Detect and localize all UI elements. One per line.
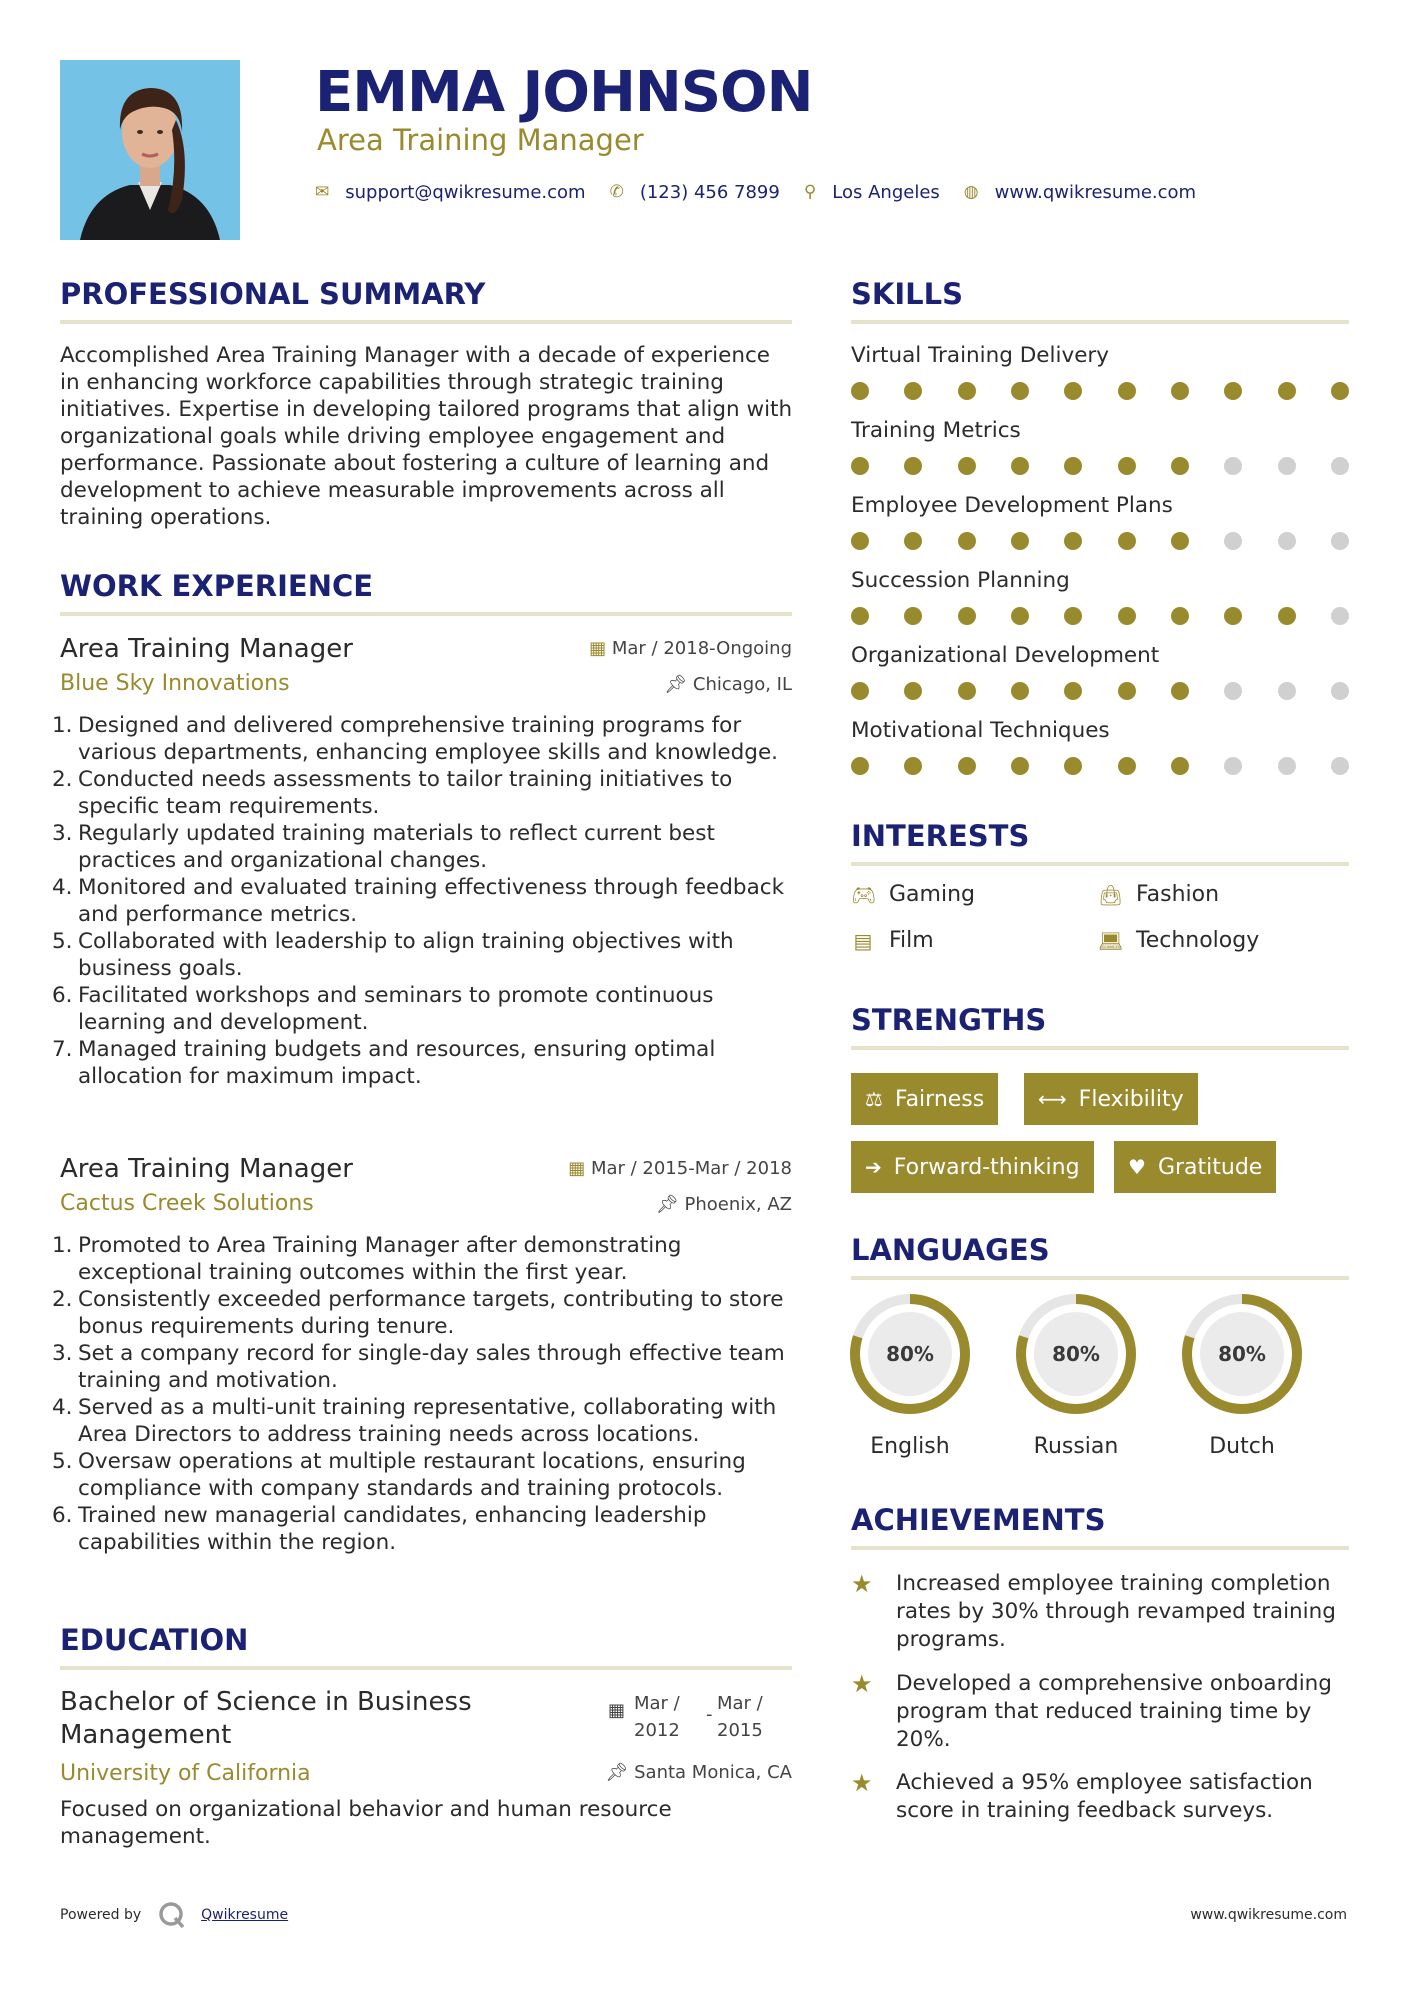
rating-dot-filled <box>1118 532 1136 550</box>
rating-dot-filled <box>1064 757 1082 775</box>
summary-divider <box>60 320 792 324</box>
job-company: Blue Sky Innovations <box>60 671 290 696</box>
skill-name: Employee Development Plans <box>851 493 1173 518</box>
interest-item <box>1098 928 1259 953</box>
languages-heading: LANGUAGES <box>851 1233 1050 1267</box>
education-location <box>606 1762 792 1783</box>
rating-dot-empty <box>1331 532 1349 550</box>
rating-dot-filled <box>1064 532 1082 550</box>
languages-divider <box>851 1276 1349 1280</box>
pin-icon: 📌︎ <box>605 1762 629 1783</box>
summary-heading: PROFESSIONAL SUMMARY <box>60 277 486 311</box>
rating-dot-filled <box>1278 607 1296 625</box>
skill-name: Organizational Development <box>851 643 1160 668</box>
strengths-heading: STRENGTHS <box>851 1003 1047 1037</box>
language-item <box>1014 1292 1138 1459</box>
rating-dot-filled <box>1171 457 1189 475</box>
skill-item <box>851 642 1351 700</box>
qwikresume-link[interactable]: Qwikresume <box>201 1907 289 1923</box>
rating-dot-filled <box>1064 457 1082 475</box>
qwikresume-logo-icon <box>157 1900 187 1930</box>
interests-divider <box>851 862 1349 866</box>
job-entry <box>52 632 792 1090</box>
interest-label: Gaming <box>889 882 975 907</box>
contact-phone-text: (123) 456 7899 <box>639 181 780 203</box>
rating-dot-filled <box>1171 532 1189 550</box>
achievement-item <box>851 1570 1351 1654</box>
gamepad-icon: 🎮︎ <box>851 882 877 907</box>
rating-dot-filled <box>904 457 922 475</box>
achievement-text: Developed a comprehensive onboarding program that reduced training time by 20%. <box>896 1671 1332 1752</box>
date-separator: - <box>706 1704 713 1725</box>
language-percent: 80% <box>886 1342 934 1366</box>
language-percent: 80% <box>1052 1342 1100 1366</box>
job-location <box>664 674 792 695</box>
rating-dot-filled <box>1118 682 1136 700</box>
rating-dot-filled <box>1011 757 1029 775</box>
rating-dot-filled <box>904 607 922 625</box>
strength-label: Gratitude <box>1157 1154 1263 1180</box>
footer-powered-by <box>60 1900 288 1930</box>
envelope-icon: ✉ <box>315 182 330 202</box>
education-divider <box>60 1666 792 1670</box>
powered-by-text: Powered by <box>60 1907 142 1923</box>
skill-rating <box>851 457 1349 475</box>
achievement-text: Achieved a 95% employee satisfaction score in training feedback surveys. <box>896 1770 1313 1823</box>
laptop-icon: 💻︎ <box>1098 928 1124 953</box>
rating-dot-empty <box>1331 682 1349 700</box>
achievements-heading: ACHIEVEMENTS <box>851 1503 1106 1537</box>
rating-dot-filled <box>958 607 976 625</box>
language-percent: 80% <box>1218 1342 1266 1366</box>
rating-dot-filled <box>1118 757 1136 775</box>
skill-name: Virtual Training Delivery <box>851 343 1109 368</box>
language-ring <box>1014 1292 1138 1416</box>
arrows-horizontal-icon: ⟷ <box>1038 1087 1067 1111</box>
language-item <box>848 1292 972 1459</box>
skill-rating <box>851 682 1349 700</box>
rating-dot-filled <box>1171 607 1189 625</box>
education-end: Mar / 2015 <box>717 1693 763 1741</box>
rating-dot-filled <box>851 457 869 475</box>
rating-dot-filled <box>851 532 869 550</box>
contact-email[interactable] <box>315 182 586 203</box>
rating-dot-filled <box>851 682 869 700</box>
rating-dot-filled <box>904 382 922 400</box>
rating-dot-filled <box>1011 682 1029 700</box>
rating-dot-empty <box>1278 757 1296 775</box>
language-name: Russian <box>1033 1434 1119 1459</box>
contact-website-text: www.qwikresume.com <box>994 181 1197 203</box>
rating-dot-filled <box>1224 607 1242 625</box>
star-icon: ★ <box>851 1670 873 1698</box>
rating-dot-empty <box>1331 757 1349 775</box>
candidate-name: EMMA JOHNSON <box>315 60 813 125</box>
contact-phone[interactable] <box>610 182 780 203</box>
education-description: Focused on organizational behavior and human resource management. <box>60 1797 672 1849</box>
job-title: Area Training Manager <box>60 1154 353 1184</box>
job-bullet: 1. Promoted to Area Training Manager after demonstrating exceptional training outcomes within the first year. <box>52 1233 682 1285</box>
contact-location <box>804 182 940 203</box>
rating-dot-filled <box>958 382 976 400</box>
contact-email-text: support@qwikresume.com <box>345 181 586 203</box>
rating-dot-filled <box>958 757 976 775</box>
summary-text: Accomplished Area Training Manager with a decade of experience in enhancing workforce capabilities through strategic training initiatives. Expertise in developing tailored programs that align with organizational goals while driving employee engagement and performance. Passionate about fostering a culture of learning and development to achieve measurable improvements across all training operations. <box>60 343 793 530</box>
rating-dot-filled <box>958 457 976 475</box>
skill-name: Training Metrics <box>851 418 1021 443</box>
rating-dot-filled <box>1011 607 1029 625</box>
rating-dot-filled <box>1171 682 1189 700</box>
job-title: Area Training Manager <box>60 634 353 664</box>
strength-label: Flexibility <box>1078 1086 1184 1112</box>
rating-dot-filled <box>1011 532 1029 550</box>
skill-name: Motivational Techniques <box>851 718 1110 743</box>
strength-tag <box>1024 1073 1198 1125</box>
rating-dot-filled <box>1064 607 1082 625</box>
star-icon: ★ <box>851 1570 873 1598</box>
rating-dot-filled <box>1118 607 1136 625</box>
job-company: Cactus Creek Solutions <box>60 1191 314 1216</box>
skill-rating <box>851 757 1349 775</box>
rating-dot-filled <box>1011 382 1029 400</box>
rating-dot-filled <box>1171 757 1189 775</box>
education-start: Mar / 2012 <box>634 1693 680 1741</box>
rating-dot-empty <box>1331 457 1349 475</box>
heart-icon: ♥ <box>1128 1155 1146 1179</box>
rating-dot-filled <box>904 682 922 700</box>
arrow-right-icon: ➔ <box>865 1155 882 1179</box>
skills-heading: SKILLS <box>851 277 963 311</box>
strength-label: Fairness <box>894 1086 985 1112</box>
interest-label: Film <box>889 928 934 953</box>
achievement-text: Increased employee training completion rates by 30% through revamped training programs. <box>896 1571 1336 1652</box>
job-date-text: Mar / 2015-Mar / 2018 <box>590 1158 792 1179</box>
pin-icon: 📌︎ <box>655 1194 679 1215</box>
language-name: Dutch <box>1209 1434 1275 1459</box>
job-bullet: 6. Facilitated workshops and seminars to promote continuous learning and development. <box>52 983 714 1035</box>
rating-dot-filled <box>851 757 869 775</box>
skill-item <box>851 717 1351 775</box>
profile-photo <box>60 60 240 240</box>
footer-url[interactable]: www.qwikresume.com <box>1190 1907 1347 1923</box>
rating-dot-filled <box>1224 382 1242 400</box>
rating-dot-filled <box>1064 682 1082 700</box>
experience-heading: WORK EXPERIENCE <box>60 569 374 603</box>
rating-dot-empty <box>1224 682 1242 700</box>
job-bullet: 3. Regularly updated training materials to reflect current best practices and organizational changes. <box>52 821 715 873</box>
achievement-item <box>851 1769 1351 1825</box>
rating-dot-filled <box>1118 457 1136 475</box>
rating-dot-filled <box>958 682 976 700</box>
contact-bar <box>315 178 1220 206</box>
skills-divider <box>851 320 1349 324</box>
rating-dot-empty <box>1278 532 1296 550</box>
rating-dot-filled <box>1331 382 1349 400</box>
strengths-divider <box>851 1046 1349 1050</box>
job-location-text: Chicago, IL <box>692 674 792 695</box>
film-icon: ▤ <box>853 928 873 953</box>
rating-dot-filled <box>1064 382 1082 400</box>
skill-item <box>851 417 1351 475</box>
job-bullet: 1. Designed and delivered comprehensive training programs for various departments, enhancing employee skills and knowledge. <box>52 713 778 765</box>
skill-name: Succession Planning <box>851 568 1070 593</box>
education-location-text: Santa Monica, CA <box>634 1762 792 1783</box>
strength-tag <box>1114 1141 1276 1193</box>
shopping-bag-icon: 👜︎ <box>1098 882 1124 907</box>
skill-rating <box>851 532 1349 550</box>
job-bullet: 6. Trained new managerial candidates, enhancing leadership capabilities within the region. <box>52 1503 707 1555</box>
job-entry <box>52 1152 792 1556</box>
calendar-icon: ▦ <box>608 1700 626 1721</box>
job-date-text: Mar / 2018-Ongoing <box>611 638 792 659</box>
rating-dot-filled <box>1171 382 1189 400</box>
job-bullet: 5. Oversaw operations at multiple restaurant locations, ensuring compliance with company standards and training protocols. <box>52 1449 746 1501</box>
calendar-icon: ▦ <box>568 1158 586 1179</box>
job-bullet: 7. Managed training budgets and resources, ensuring optimal allocation for maximum impact. <box>52 1037 716 1089</box>
rating-dot-empty <box>1331 607 1349 625</box>
rating-dot-filled <box>1118 382 1136 400</box>
rating-dot-filled <box>958 532 976 550</box>
job-date <box>589 638 792 659</box>
skill-item <box>851 342 1351 400</box>
rating-dot-empty <box>1224 757 1242 775</box>
contact-location-text: Los Angeles <box>832 181 940 203</box>
strength-tag <box>851 1073 998 1125</box>
strength-tag <box>851 1141 1094 1193</box>
experience-divider <box>60 612 792 616</box>
pin-icon: 📌︎ <box>664 674 688 695</box>
education-school: University of California <box>60 1761 311 1786</box>
rating-dot-filled <box>1011 457 1029 475</box>
star-icon: ★ <box>851 1769 873 1797</box>
interests-heading: INTERESTS <box>851 819 1030 853</box>
globe-icon: ◍ <box>963 182 979 202</box>
achievement-item <box>851 1670 1351 1754</box>
rating-dot-filled <box>1278 382 1296 400</box>
interest-label: Fashion <box>1136 882 1220 907</box>
rating-dot-empty <box>1224 457 1242 475</box>
education-degree: Bachelor of Science in Business Management <box>60 1687 472 1750</box>
rating-dot-empty <box>1224 532 1242 550</box>
achievements-divider <box>851 1546 1349 1550</box>
skill-item <box>851 492 1351 550</box>
calendar-icon: ▦ <box>589 638 607 659</box>
rating-dot-empty <box>1278 682 1296 700</box>
skill-item <box>851 567 1351 625</box>
skill-rating <box>851 607 1349 625</box>
job-bullet: 2. Consistently exceeded performance targets, contributing to store bonus requirements during tenure. <box>52 1287 784 1339</box>
job-location <box>656 1194 792 1215</box>
phone-icon: ✆ <box>609 182 624 202</box>
rating-dot-empty <box>1278 457 1296 475</box>
interest-label: Technology <box>1136 928 1260 953</box>
candidate-title: Area Training Manager <box>317 123 644 157</box>
rating-dot-filled <box>851 607 869 625</box>
language-item <box>1180 1292 1304 1459</box>
job-bullets <box>52 712 792 1090</box>
rating-dot-filled <box>904 532 922 550</box>
job-bullets <box>52 1232 792 1556</box>
job-location-text: Phoenix, AZ <box>684 1194 792 1215</box>
language-name: English <box>870 1434 950 1459</box>
rating-dot-filled <box>904 757 922 775</box>
rating-dot-filled <box>851 382 869 400</box>
education-entry <box>60 1686 792 1850</box>
job-date <box>568 1158 792 1179</box>
interest-item <box>851 882 975 907</box>
strength-label: Forward-thinking <box>893 1154 1080 1180</box>
balance-scale-icon: ⚖ <box>865 1087 883 1111</box>
job-bullet: 4. Served as a multi-unit training representative, collaborating with Area Directors to address training needs across locations. <box>52 1395 777 1447</box>
contact-website[interactable] <box>964 182 1196 203</box>
job-bullet: 2. Conducted needs assessments to tailor training initiatives to specific team requirements. <box>52 767 733 819</box>
job-bullet: 3. Set a company record for single-day sales through effective team training and motivation. <box>52 1341 785 1393</box>
skill-rating <box>851 382 1349 400</box>
interest-item <box>1098 882 1219 907</box>
job-bullet: 4. Monitored and evaluated training effectiveness through feedback and performance metrics. <box>52 875 785 927</box>
education-heading: EDUCATION <box>60 1623 249 1657</box>
language-ring <box>1180 1292 1304 1416</box>
job-bullet: 5. Collaborated with leadership to align training objectives with business goals. <box>52 929 734 981</box>
language-ring <box>848 1292 972 1416</box>
interest-item <box>851 928 934 953</box>
location-icon: ⚲ <box>803 182 817 202</box>
